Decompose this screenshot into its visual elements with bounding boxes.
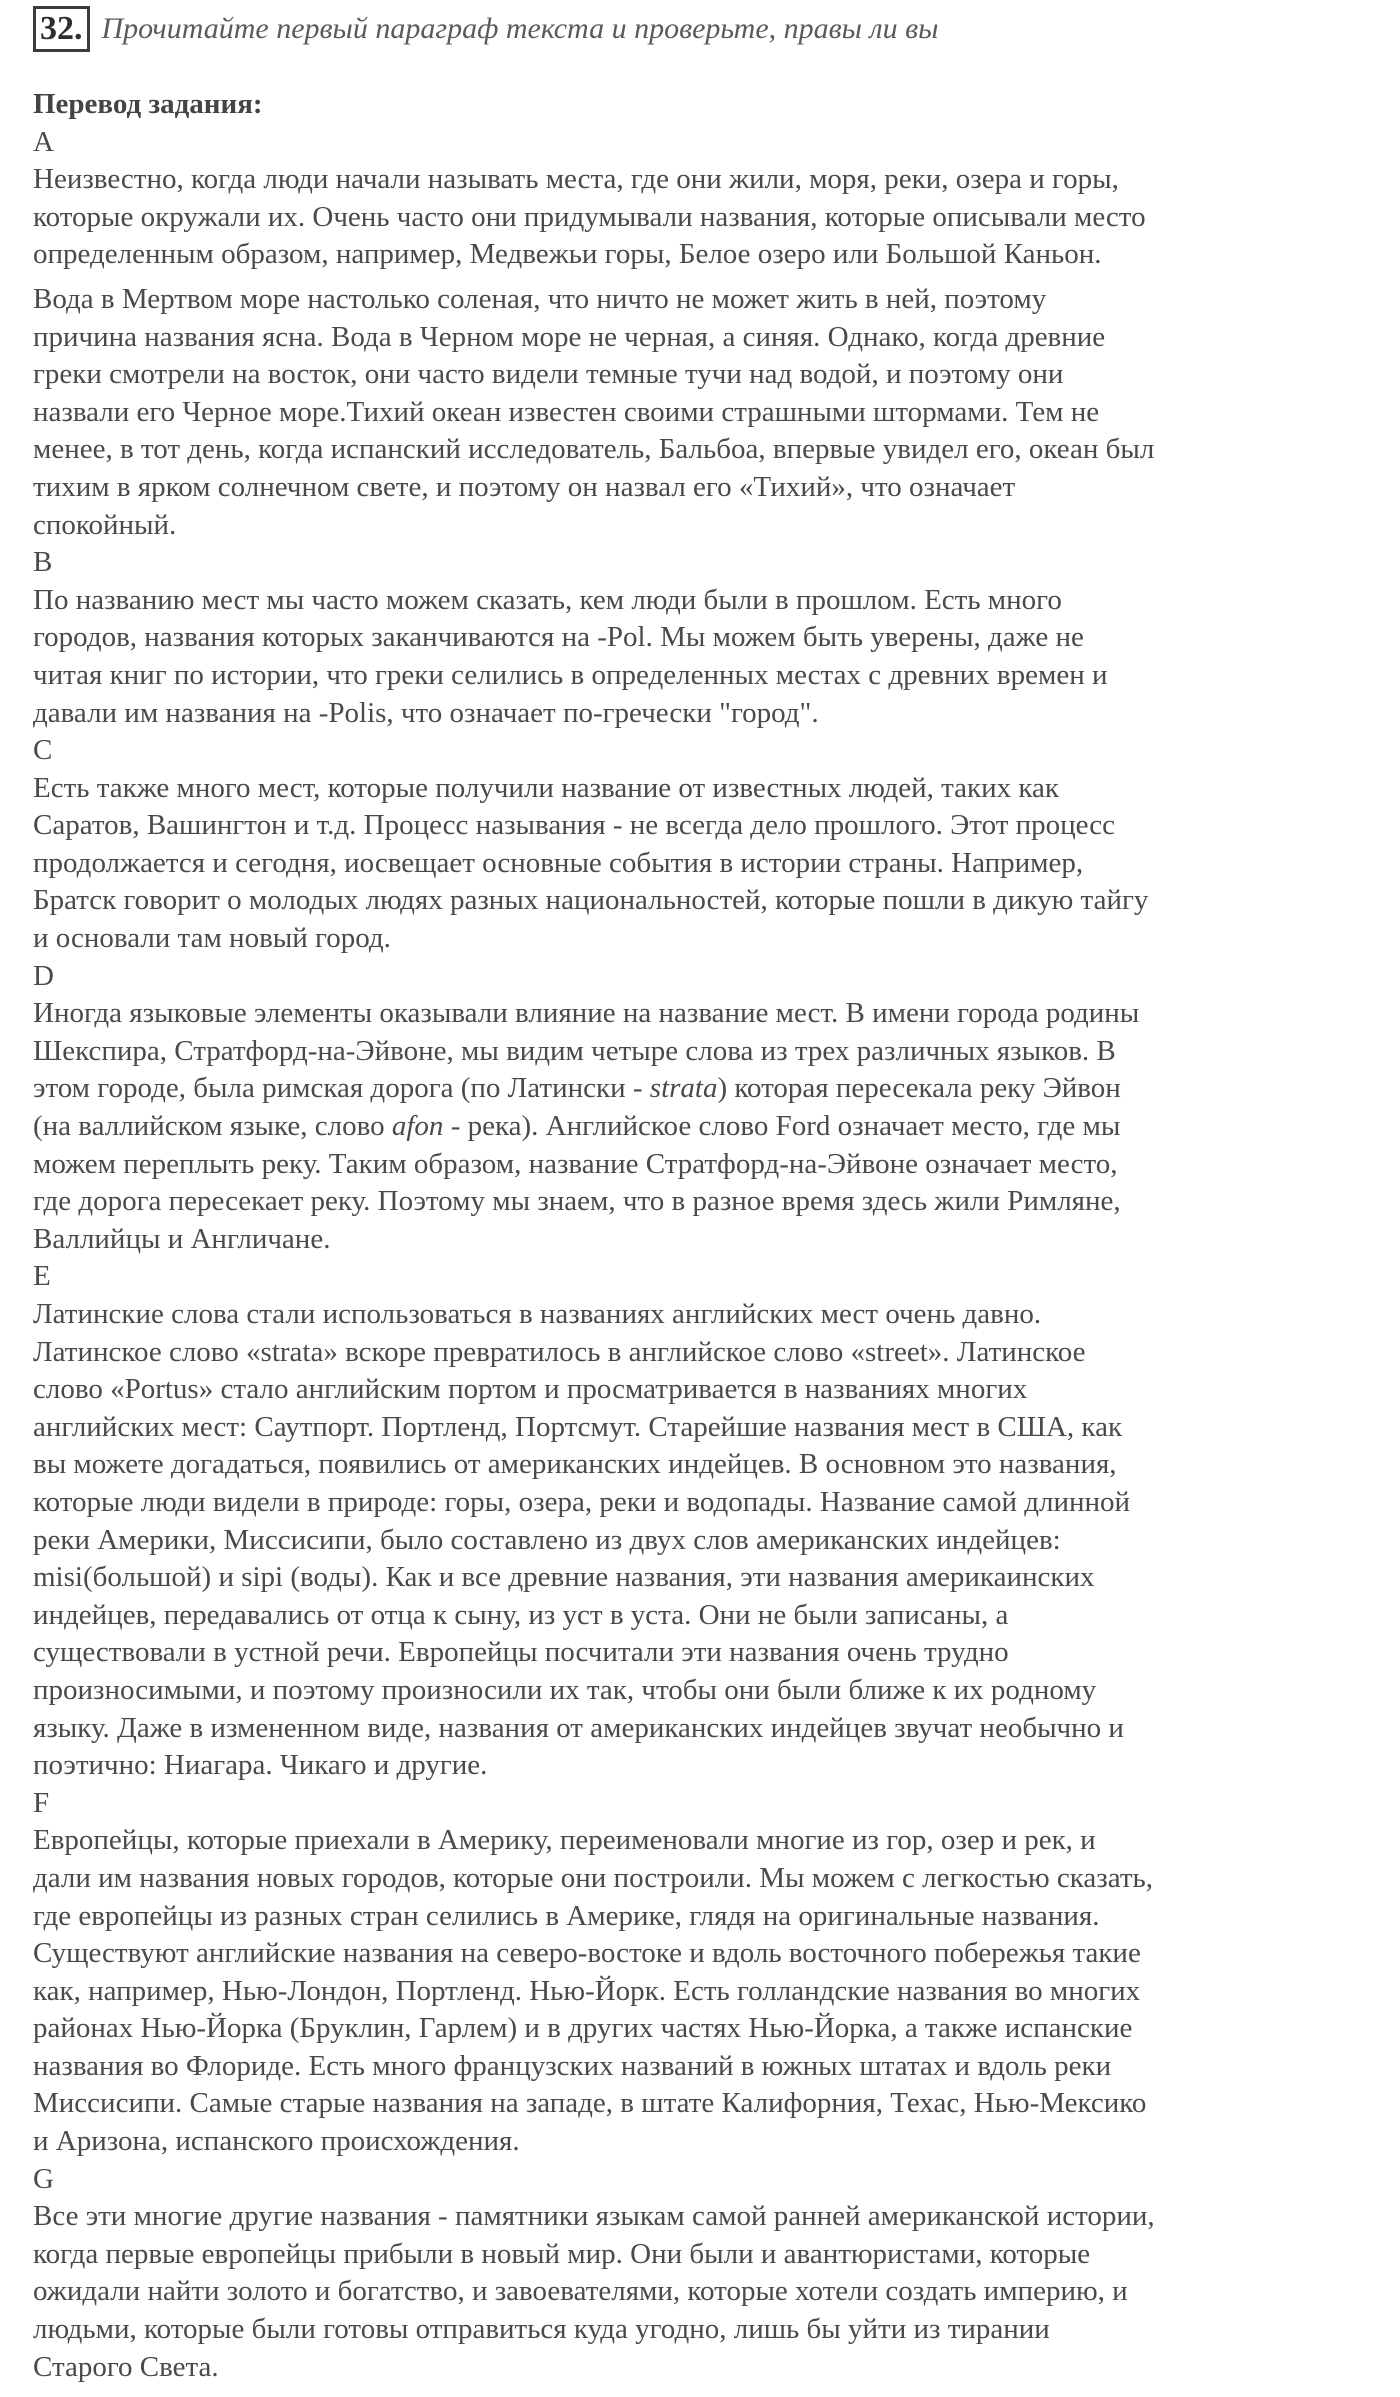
text-line: Миссисипи. Самые старые названия на западе, в штате Калифорния, Техас, Нью-Мексико [33, 2087, 1147, 2120]
text-line: Латинское слово «strata» вскоре превратилось в английское слово «street». Латинское [33, 1335, 1086, 1368]
text-line: которые окружали их. Очень часто они придумывали названия, которые описывали место [33, 200, 1146, 233]
text-line: читая книг по истории, что греки селились в определенных местах с древних времен и [33, 658, 1108, 691]
text-line: районах Нью-Йорка (Бруклин, Гарлем) и в других частях Нью-Йорка, а также испанские [33, 2012, 1133, 2045]
section-в [33, 544, 1373, 732]
text-line: Все эти многие другие названия - памятники языкам самой ранней американской истории, [33, 2200, 1155, 2233]
exercise-instruction: Прочитайте первый параграф текста и проверьте, правы ли вы [101, 12, 939, 45]
text-line: ожидали найти золото и богатство, и завоевателями, которые хотели создать империю, и [33, 2275, 1128, 2308]
text-line: По названию мест мы часто можем сказать, кем люди были в прошлом. Есть много [33, 583, 1062, 616]
text-line: спокойный. [33, 508, 177, 541]
paragraph [33, 161, 1373, 274]
text-line: где дорога пересекает реку. Поэтому мы знаем, что в разное время здесь жили Римляне, [33, 1185, 1121, 1218]
text-line: где европейцы из разных стран селились в Америке, глядя на оригинальные названия. [33, 1899, 1100, 1932]
paragraph [33, 995, 1373, 1258]
text-line: существовали в устной речи. Европейцы посчитали эти названия очень трудно [33, 1636, 1009, 1669]
text-line: причина названия ясна. Вода в Черном море не черная, а синяя. Однако, когда древние [33, 320, 1106, 353]
paragraph-gap [33, 274, 1373, 281]
paragraph [33, 2198, 1373, 2386]
text-line: Латинские слова стали использоваться в названиях английских мест очень давно. [33, 1298, 1042, 1330]
text-line: поэтично: Ниагара. Чикаго и другие. [33, 1749, 488, 1782]
section-g [33, 2161, 1373, 2387]
section-letter: G [33, 2162, 54, 2195]
text-line: произносимыми, и поэтому произносили их так, чтобы они были ближе к их родному [33, 1673, 1097, 1706]
paragraph [33, 582, 1373, 732]
section-е [33, 1258, 1373, 1784]
translation-title: Перевод задания: [33, 88, 263, 120]
section-letter: Е [33, 1260, 51, 1293]
text-line: продолжается и сегодня, иосвещает основные события в истории страны. Например, [33, 846, 1084, 879]
translation-text [33, 86, 1373, 2386]
text-line: Европейцы, которые приехали в Америку, переименовали многие из гор, озер и рек, и [33, 1824, 1096, 1857]
section-а [33, 124, 1373, 545]
paragraph [33, 281, 1373, 544]
text-line: Существуют английские названия на северо-востоке и вдоль восточного побережья такие [33, 1937, 1141, 1970]
paragraph [33, 1822, 1373, 2160]
text-line: и Аризона, испанского происхождения. [33, 2125, 520, 2158]
text-line: Вода в Мертвом море настолько соленая, что ничто не может жить в ней, поэтому [33, 282, 1047, 315]
text-line: греки смотрели на восток, они часто видели темные тучи над водой, и поэтому они [33, 358, 1064, 391]
text-line: Саратов, Вашингтон и т.д. Процесс называния - не всегда дело прошлого. Этот процесс [33, 809, 1116, 842]
text-line: индейцев, передавались от отца к сыну, из уст в уста. Они не были записаны, а [33, 1598, 1009, 1631]
section-letter: F [33, 1786, 50, 1819]
text-line: давали им названия на -Polis, что означает по-гречески "город". [33, 696, 819, 729]
text-line: этом городе, была римская дорога (по Латински - strata) которая пересекала реку Эйвон [33, 1072, 1121, 1105]
text-line: когда первые европейцы прибыли в новый мир. Они были и авантюристами, которые [33, 2237, 1091, 2270]
text-line: дали им названия новых городов, которые они построили. Мы можем с легкостью сказать, [33, 1861, 1153, 1894]
text-line: Шекспира, Стратфорд-на-Эйвоне, мы видим четыре слова из трех различных языков. В [33, 1034, 1116, 1067]
text-line: названия во Флориде. Есть много французских названий в южных штатах и вдоль реки [33, 2049, 1112, 2082]
text-line: Валлийцы и Англичане. [33, 1222, 331, 1255]
text-line: тихим в ярком солнечном свете, и поэтому он назвал его «Тихий», что означает [33, 470, 1016, 503]
text-line: как, например, Нью-Лондон, Портленд. Нью-Йорк. Есть голландские названия во многих [33, 1974, 1141, 2007]
text-line: Старого Света. [33, 2350, 219, 2383]
text-line: реки Америки, Миссисипи, было составлено из двух слов американских индейцев: [33, 1523, 1061, 1556]
text-line: слово «Portus» стало английским портом и просматривается в названиях многих [33, 1373, 1028, 1406]
paragraph [33, 1296, 1373, 1785]
exercise-header [33, 6, 938, 52]
section-с [33, 732, 1373, 958]
section-letter: С [33, 734, 53, 767]
text-line: и основали там новый город. [33, 922, 391, 955]
text-line: Неизвестно, когда люди начали называть места, где они жили, моря, реки, озера и горы, [33, 163, 1119, 196]
exercise-number: 32. [33, 6, 90, 52]
section-letter: А [33, 125, 54, 158]
text-line: людьми, которые были готовы отправиться куда угодно, лишь бы уйти из тирании [33, 2313, 1050, 2346]
text-line: городов, названия которых заканчиваются на -Pol. Мы можем быть уверены, даже не [33, 621, 1084, 654]
text-line: которые люди видели в природе: горы, озера, реки и водопады. Название самой длинной [33, 1485, 1131, 1518]
section-letter: D [33, 959, 54, 992]
text-line: языку. Даже в измененном виде, названия от американских индейцев звучат необычно и [33, 1711, 1124, 1744]
text-line: определенным образом, например, Медвежьи горы, Белое озеро или Большой Каньон. [33, 238, 1102, 271]
paragraph [33, 770, 1373, 958]
text-line: можем переплыть реку. Таким образом, название Стратфорд-на-Эйвоне означает место, [33, 1147, 1118, 1180]
text-line: (на валлийском языке, слово afon - река). Английское слово Ford означает место, где мы [33, 1110, 1121, 1143]
text-line: вы можете догадаться, появились от американских индейцев. В основном это названия, [33, 1448, 1117, 1481]
text-line: английских мест: Саутпорт. Портленд, Портсмут. Старейшие названия мест в США, как [33, 1410, 1123, 1443]
text-line: назвали его Черное море.Тихий океан известен своими страшными штормами. Тем не [33, 395, 1100, 428]
text-line: Братск говорит о молодых людях разных национальностей, которые пошли в дикую тайгу [33, 884, 1149, 917]
section-letter: В [33, 546, 53, 579]
section-f [33, 1785, 1373, 2161]
text-line: менее, в тот день, когда испанский исследователь, Бальбоа, впервые увидел его, океан был [33, 433, 1155, 466]
text-line: Есть также много мест, которые получили название от известных людей, таких как [33, 771, 1059, 804]
text-line: Иногда языковые элементы оказывали влияние на название мест. В имени города родины [33, 997, 1140, 1030]
text-line: misi(большой) и sipi (воды). Как и все древние названия, эти названия америкаинских [33, 1561, 1095, 1594]
section-d [33, 958, 1373, 1259]
